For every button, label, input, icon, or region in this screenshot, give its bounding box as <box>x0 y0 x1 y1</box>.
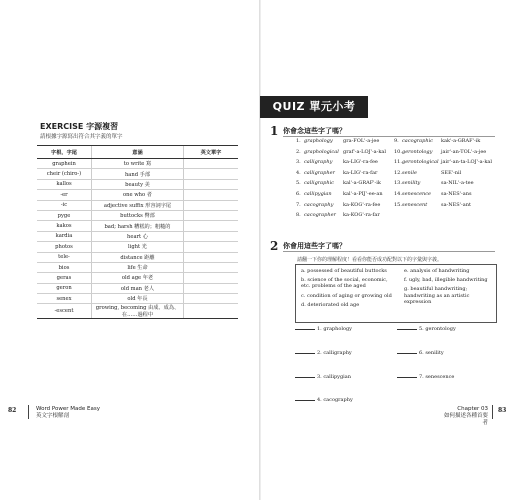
item-number: 6. <box>296 190 301 197</box>
table-row <box>37 262 238 272</box>
root-cell: bios <box>37 262 92 272</box>
item-pronunciation: jair'-an-TOL'-a-jee <box>441 148 487 155</box>
matching-list-left <box>295 326 353 421</box>
answer-cell[interactable] <box>184 200 239 210</box>
answer-blank[interactable] <box>397 329 417 330</box>
answer-cell[interactable] <box>184 252 239 262</box>
meaning-cell: beauty 美 <box>92 179 184 189</box>
column-header-root: 字根、字尾 <box>37 146 92 159</box>
item-number: 15. <box>394 201 402 208</box>
table-row <box>37 283 238 293</box>
section-2-title: 你會用這些字了嗎？ <box>283 242 346 250</box>
meaning-cell: old age 年老 <box>92 273 184 283</box>
root-cell: -ic <box>37 200 92 210</box>
root-cell: graphein <box>37 159 92 169</box>
exercise-instruction: 請根據字源寫出符合其字義的單字 <box>40 134 123 140</box>
table-row <box>37 294 238 304</box>
item-pronunciation: kal'-a-PIJ'-ee-an <box>343 190 383 197</box>
page-number-right: 83 <box>498 407 507 414</box>
item-number: 11. <box>394 159 402 166</box>
item-pronunciation: jair'-an-ta-LOJ'-a-kal <box>441 159 492 166</box>
matching-word: 3. callipygian <box>317 373 351 380</box>
section-2-rule <box>283 251 495 252</box>
item-number: 1. <box>296 138 301 144</box>
answer-blank[interactable] <box>295 353 315 354</box>
pronunciation-item <box>394 202 492 213</box>
item-pronunciation: kak'-a-GRAF'-ik <box>441 138 481 144</box>
pronunciation-item <box>394 159 492 170</box>
footer-chapter-title: 如何描述各種首要者 <box>443 413 488 426</box>
root-cell: kallos <box>37 179 92 189</box>
matching-word: 6. senility <box>419 349 444 356</box>
footer-book-title: Word Power Made Easy <box>36 406 100 412</box>
table-row <box>37 169 238 179</box>
footer-divider-right <box>492 405 493 419</box>
answer-cell[interactable] <box>184 242 239 252</box>
meaning-cell: distance 距離 <box>92 252 184 262</box>
meaning-cell: bad; harsh 糟糕的；粗糙的 <box>92 221 184 231</box>
item-pronunciation: graf'-a-LOJ'-a-kal <box>343 148 386 155</box>
item-number: 10. <box>394 148 402 155</box>
pronunciation-list-1 <box>296 138 386 223</box>
pronunciation-item <box>394 180 492 191</box>
root-cell: geras <box>37 273 92 283</box>
meaning-cell: life 生命 <box>92 262 184 272</box>
table-row <box>37 252 238 262</box>
table-row <box>37 159 238 169</box>
item-word: callipygian <box>304 190 332 197</box>
footer-right <box>442 406 488 427</box>
answer-cell[interactable] <box>184 231 239 241</box>
answer-cell[interactable] <box>184 221 239 231</box>
root-cell: tele- <box>37 252 92 262</box>
root-cell: -er <box>37 190 92 200</box>
table-row <box>37 221 238 231</box>
definition-item: b. science of the social, economic, etc. problems of the aged <box>301 277 388 290</box>
answer-blank[interactable] <box>397 353 417 354</box>
answer-cell[interactable] <box>184 159 239 169</box>
footer-left <box>36 406 100 420</box>
definition-item: f. ugly, bad, illegible handwriting <box>404 277 488 284</box>
table-row <box>37 179 238 189</box>
table-row <box>37 231 238 241</box>
matching-word: 1. graphology <box>317 326 352 332</box>
section-1-number: 1 <box>270 124 279 138</box>
pronunciation-item <box>394 149 492 160</box>
answer-cell[interactable] <box>184 190 239 200</box>
item-number: 4. <box>296 169 301 176</box>
meaning-cell: heart 心 <box>92 231 184 241</box>
item-pronunciation: SEE'-nil <box>441 169 462 176</box>
root-cell: kakos <box>37 221 92 231</box>
root-cell: geron <box>37 283 92 293</box>
definition-item: g. beautiful handwriting; handwriting as an artistic expression <box>404 286 470 305</box>
item-number: 7. <box>296 201 301 208</box>
answer-cell[interactable] <box>184 210 239 220</box>
pronunciation-item <box>296 180 386 191</box>
item-word: gerontological <box>402 159 439 166</box>
item-word: cacography <box>304 201 334 208</box>
item-word: senescent <box>402 201 428 208</box>
section-1-rule <box>283 136 495 137</box>
answer-cell[interactable] <box>184 262 239 272</box>
item-word: gerontology <box>402 148 433 155</box>
column-header-word: 英文單字 <box>184 146 239 159</box>
root-cell: pyge <box>37 210 92 220</box>
item-number: 9. <box>394 138 399 144</box>
matching-word: 4. cacography <box>317 397 353 404</box>
answer-cell[interactable] <box>184 304 239 319</box>
item-pronunciation: gra-FOL'-a-jee <box>343 138 380 144</box>
meaning-cell: buttocks 臀部 <box>92 210 184 220</box>
definitions-left <box>301 268 393 311</box>
column-header-meaning: 意涵 <box>92 146 184 159</box>
meaning-cell: old 年長 <box>92 294 184 304</box>
pronunciation-item <box>394 170 492 181</box>
exercise-title: EXERCISE 字源複習 <box>40 122 119 131</box>
root-cell: photos <box>37 242 92 252</box>
item-word: cacographic <box>402 138 433 144</box>
item-word: graphology <box>304 138 333 144</box>
definitions-box <box>295 264 497 323</box>
pronunciation-item <box>296 138 386 149</box>
item-word: senile <box>402 169 417 176</box>
item-word: calligraphy <box>304 159 333 166</box>
definitions-right <box>404 268 492 308</box>
root-cell: -escent <box>37 304 92 319</box>
table-row <box>37 304 238 319</box>
table-row <box>37 242 238 252</box>
right-page <box>260 0 520 500</box>
item-pronunciation: kal'-a-GRAF'-ik <box>343 180 381 187</box>
definition-item: a. possessed of beautiful buttocks <box>301 268 387 274</box>
item-number: 13. <box>394 180 402 187</box>
footer-book-subtitle: 英文字根解剖 <box>36 413 70 419</box>
meaning-cell: adjective suffix 形容詞字尾 <box>92 200 184 210</box>
item-pronunciation: ka-KOG'-ra-far <box>343 212 380 219</box>
table-row <box>37 210 238 220</box>
table-row <box>37 190 238 200</box>
item-pronunciation: sa-NIL'-a-tee <box>441 180 474 187</box>
meaning-cell: to write 寫 <box>92 159 184 169</box>
item-word: senility <box>402 180 421 187</box>
pronunciation-item <box>394 138 492 149</box>
answer-cell[interactable] <box>184 169 239 179</box>
matching-word: 2. calligraphy <box>317 349 352 356</box>
definition-item: c. condition of aging or growing old <box>301 292 392 299</box>
item-number: 5. <box>296 180 301 187</box>
answer-cell[interactable] <box>184 179 239 189</box>
matching-item <box>295 326 353 350</box>
pronunciation-item <box>296 149 386 160</box>
item-pronunciation: ka-LIG'-ra-fee <box>343 159 378 166</box>
meaning-cell: growing, becoming 由成、成為、在……過程中 <box>92 304 184 319</box>
matching-item <box>397 374 456 398</box>
definition-item: d. deteriorated old age <box>301 301 360 308</box>
item-pronunciation: ka-KOG'-ra-fee <box>343 201 381 208</box>
item-number: 8. <box>296 212 301 219</box>
item-pronunciation: ka-LIG'-ra-far <box>343 169 378 176</box>
matching-word: 7. senescence <box>419 373 455 380</box>
item-word: calligrapher <box>304 169 335 176</box>
pronunciation-item <box>296 202 386 213</box>
root-cell: kardia <box>37 231 92 241</box>
matching-item <box>295 350 353 374</box>
pronunciation-item <box>296 170 386 181</box>
matching-word: 5. gerontology <box>419 326 456 332</box>
item-number: 3. <box>296 159 301 166</box>
pronunciation-item <box>296 212 386 223</box>
pronunciation-list-2 <box>394 138 492 212</box>
answer-blank[interactable] <box>397 377 417 378</box>
item-number: 2. <box>296 148 301 155</box>
item-word: senescence <box>402 190 432 197</box>
answer-cell[interactable] <box>184 283 239 293</box>
answer-cell[interactable] <box>184 273 239 283</box>
item-pronunciation: sa-NES'-ans <box>441 190 472 197</box>
pronunciation-item <box>296 191 386 202</box>
answer-blank[interactable] <box>295 377 315 378</box>
exercise-table <box>37 145 238 319</box>
quiz-title: QUIZ 單元小考 <box>260 96 368 118</box>
item-number: 12. <box>394 169 402 176</box>
pronunciation-item <box>296 159 386 170</box>
section-2-number: 2 <box>270 239 279 253</box>
table-row <box>37 273 238 283</box>
answer-cell[interactable] <box>184 294 239 304</box>
section-2-instruction: 請翻一下你的理解程度！看看你能否成功配對以下的字彙與字義。 <box>297 257 443 263</box>
matching-item <box>397 326 456 350</box>
footer-chapter: Chapter 03 <box>457 406 488 412</box>
meaning-cell: hand 手部 <box>92 169 184 179</box>
pronunciation-item <box>394 191 492 202</box>
item-number: 14. <box>394 190 402 197</box>
meaning-cell: light 光 <box>92 242 184 252</box>
footer-divider-left <box>28 405 29 419</box>
item-word: cacographer <box>304 212 336 219</box>
table-row <box>37 200 238 210</box>
answer-blank[interactable] <box>295 329 315 330</box>
item-word: calligraphic <box>304 180 334 187</box>
item-word: graphological <box>304 148 339 155</box>
item-pronunciation: sa-NES'-ant <box>441 201 471 208</box>
meaning-cell: old man 老人 <box>92 283 184 293</box>
definition-item: e. analysis of handwriting <box>404 268 470 274</box>
matching-item <box>295 374 353 398</box>
matching-item <box>397 350 456 374</box>
section-1-title: 你會念這些字了嗎？ <box>283 127 346 135</box>
matching-item <box>295 397 353 421</box>
root-cell: senex <box>37 294 92 304</box>
root-cell: cheir (chiro-) <box>37 169 92 179</box>
page-number-left: 82 <box>8 407 17 414</box>
meaning-cell: one who 者 <box>92 190 184 200</box>
matching-list-right <box>397 326 456 397</box>
answer-blank[interactable] <box>295 400 315 401</box>
